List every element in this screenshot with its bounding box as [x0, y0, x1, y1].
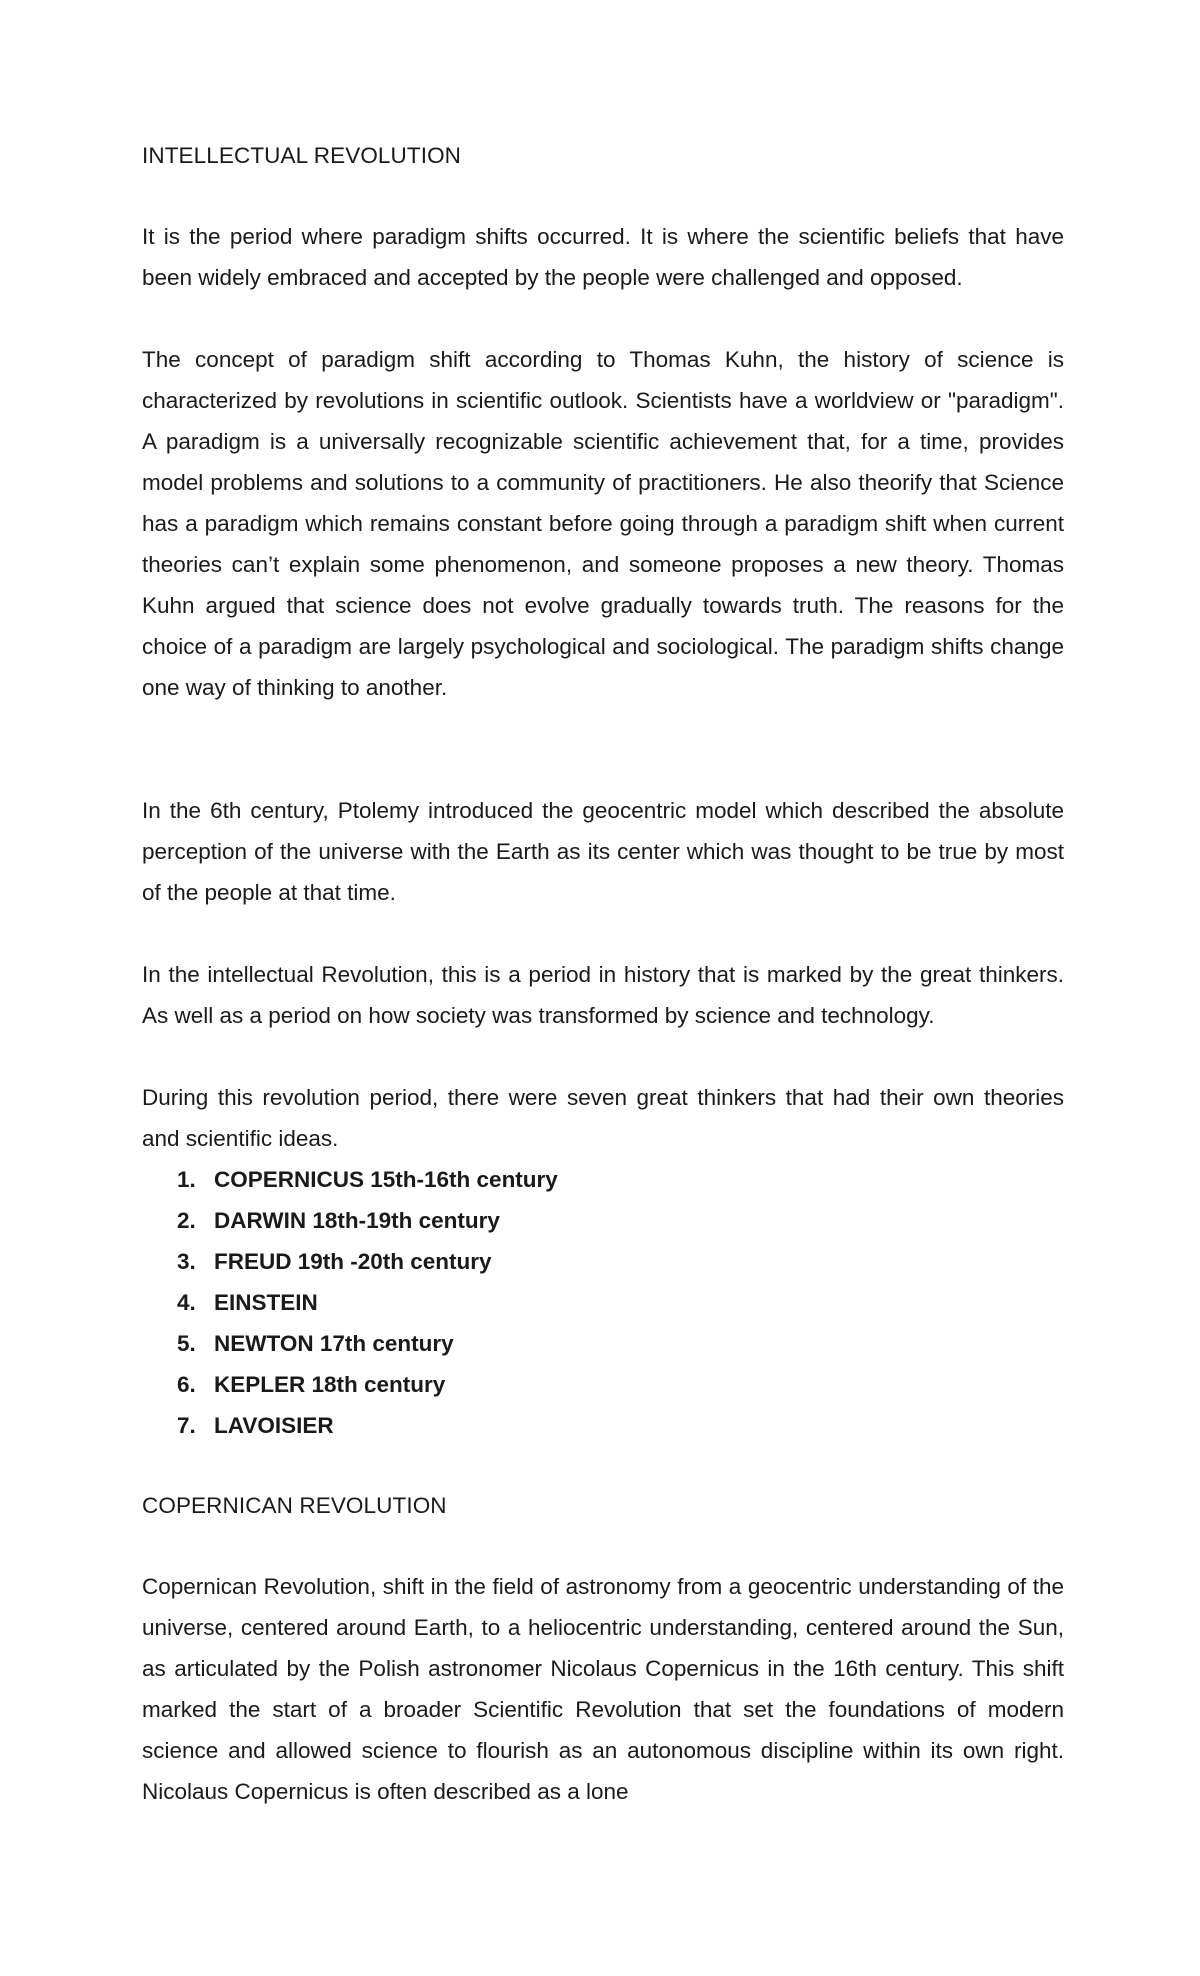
- list-item: 5. NEWTON 17th century: [177, 1331, 454, 1356]
- paragraph-intro: It is the period where paradigm shifts occurred. It is where the scientific beliefs that have been widely embraced and accepted by the people were challenged and opposed.: [142, 224, 1064, 290]
- list-item: 1. COPERNICUS 15th-16th century: [177, 1167, 558, 1192]
- section-heading-copernican: COPERNICAN REVOLUTION: [142, 1493, 447, 1518]
- list-item: 2. DARWIN 18th-19th century: [177, 1208, 500, 1233]
- list-item: 3. FREUD 19th -20th century: [177, 1249, 492, 1274]
- paragraph-kuhn: The concept of paradigm shift according to Thomas Kuhn, the history of science is characterized by revolutions in scientific outlook. Scientists have a worldview or "paradigm". A paradigm is a universally recognizable scientific achievement that, for a time, provides model problems and solutions to a community of practitioners. He also theorify that Science has a paradigm which remains constant before going through a paradigm shift when current theories can’t explain some phenomenon, and someone proposes a new theory. Thomas Kuhn argued that science does not evolve gradually towards truth. The reasons for the choice of a paradigm are largely psychological and sociological. The paradigm shifts change one way of thinking to another.: [142, 347, 1064, 700]
- paragraph-thinkers-intro: During this revolution period, there were seven great thinkers that had their own theories and scientific ideas.: [142, 1085, 1064, 1151]
- thinkers-list: [142, 1159, 1064, 1446]
- list-item: 4. EINSTEIN: [177, 1290, 318, 1315]
- list-item: 6. KEPLER 18th century: [177, 1372, 446, 1397]
- paragraph-intellectual-revolution: In the intellectual Revolution, this is a period in history that is marked by the great thinkers. As well as a period on how society was transformed by science and technology.: [142, 962, 1064, 1028]
- list-item: 7. LAVOISIER: [177, 1413, 334, 1438]
- document-page: [142, 140, 1064, 1812]
- paragraph-copernican: Copernican Revolution, shift in the field of astronomy from a geocentric understanding of the universe, centered around Earth, to a heliocentric understanding, centered around the Sun, as articulated by the Polish astronomer Nicolaus Copernicus in the 16th century. This shift marked the start of a broader Scientific Revolution that set the foundations of modern science and allowed science to flourish as an autonomous discipline within its own right. Nicolaus Copernicus is often described as a lone: [142, 1574, 1064, 1804]
- page-title: INTELLECTUAL REVOLUTION: [142, 143, 462, 168]
- paragraph-ptolemy: In the 6th century, Ptolemy introduced the geocentric model which described the absolute perception of the universe with the Earth as its center which was thought to be true by most of the people at that time.: [142, 798, 1064, 905]
